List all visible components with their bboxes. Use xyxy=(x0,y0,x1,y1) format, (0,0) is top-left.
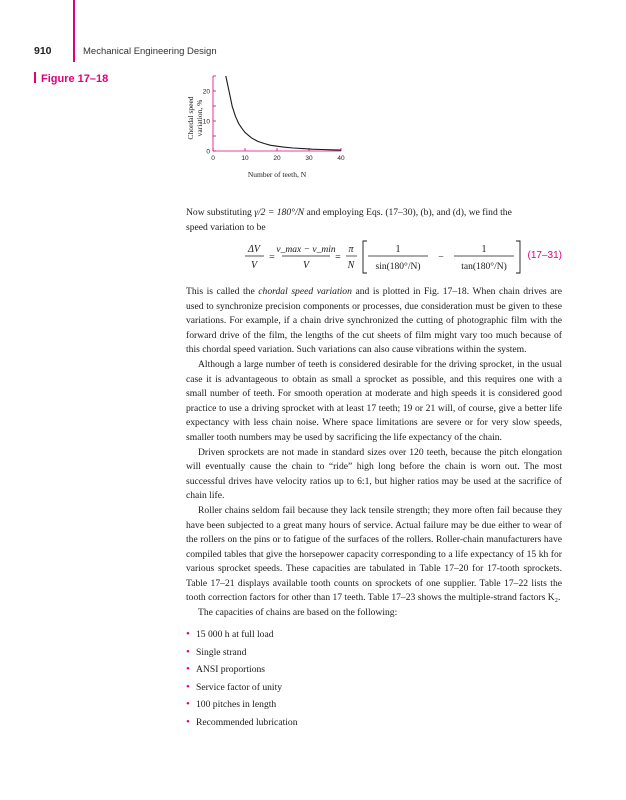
paragraph-1-pre: This is called the xyxy=(186,286,259,297)
chart-ylabel-line2: variation, % xyxy=(195,99,204,137)
chart-y-tick-label: 20 xyxy=(202,88,210,96)
chart-x-tick-label: 10 xyxy=(241,155,249,162)
paragraph-4: Roller chains seldom fail because they lack tensile strength; they more often fail because they have been subjected to a great many hours of service. Actual failure may be due either to wear of the rollers on the pins or to fatigue of the surfaces of the rollers. Roller-chain manufacturers have compiled tables that give the horsepower capacity corresponding to a life expectancy of 15 kh for various sprocket speeds. These capacities are tabulated in Table 17–20 for 17-tooth sprockets. Table 17–21 displays available tooth counts on sprockets of one supplier. Table 17–22 lists the tooth correction factors for other than 17 teeth. Table 17–23 shows the multiple-strand factors K₂. xyxy=(186,504,562,604)
list-item: • Service factor of unity xyxy=(186,682,486,700)
eq-pi: π xyxy=(348,244,354,255)
figure-label xyxy=(34,72,108,85)
page-number: 910 xyxy=(34,45,52,57)
eq-lhs-den: V xyxy=(250,260,258,271)
intro-line-1 xyxy=(186,206,562,221)
list-item: • Recommended lubrication xyxy=(186,717,486,735)
paragraph-1-post: and is plotted in Fig. 17–18. When chain drives are used to synchronize precision components or processes, due consideration must be given to these variations. For example, if a chain drive synchronized the cutting of photographic film with the forward drive of the film, the lengths of the cut sheets of film might vary too much because of this chordal speed variation. Such variations can also cause vibrations within the system. xyxy=(186,286,562,356)
paragraph-3: Driven sprockets are not made in standard sizes over 120 teeth, because the pitch elongation will eventually cause the chain to “ride” high long before the chain is worn out. The most successful drives have velocity ratios up to 6:1, but higher ratios may be used at the sacrifice of chain life. xyxy=(186,446,562,502)
figure-label-text: Figure 17–18 xyxy=(41,73,109,85)
paragraph-1-emphasis: chordal speed variation xyxy=(258,286,352,297)
chart-x-tick-label: 30 xyxy=(305,155,313,162)
chart-y-tick-label: 10 xyxy=(202,118,210,126)
eq-lhs-num: ΔV xyxy=(248,244,260,255)
intro-line-2: speed variation to be xyxy=(186,221,266,233)
chart-series-line xyxy=(226,76,341,150)
chart-y-tick-label: 0 xyxy=(206,148,210,156)
running-head: Mechanical Engineering Design xyxy=(83,46,217,57)
body-text xyxy=(186,285,562,621)
eq-N: N xyxy=(347,260,355,271)
capacity-basis-list xyxy=(186,629,486,734)
eq-bracket-left xyxy=(363,241,367,273)
paragraph-5: The capacities of chains are based on the following: xyxy=(198,607,398,619)
chart-xlabel: Number of teeth, N xyxy=(247,170,307,179)
eq-equals-1: = xyxy=(269,252,275,263)
eq-equals-2: = xyxy=(335,252,341,263)
equation-graphic xyxy=(186,240,562,276)
paragraph-2: Although a large number of teeth is considered desirable for the driving sprocket, in the usual case it is advantageous to obtain as small a sprocket as possible, and this requires one with a small number of teeth. For smooth operation at moderate and high speeds it is considered good practice to use a driving sprocket with at least 17 teeth; 19 or 21 will, of course, give a better life expectancy with less chain noise. Where space limitations are severe or for very slow speeds, smaller tooth numbers may be used by sacrificing the life expectancy of the chain. xyxy=(186,358,562,443)
chordal-speed-chart xyxy=(180,72,360,182)
paragraph-1 xyxy=(186,285,562,358)
list-item: • 100 pitches in length xyxy=(186,699,486,717)
list-item: • Single strand xyxy=(186,647,486,665)
header-rule xyxy=(73,0,75,62)
figure-label-bar xyxy=(34,72,36,83)
intro-line-1-pre: Now substituting xyxy=(186,207,255,218)
eq-mid-den: V xyxy=(302,260,310,271)
intro-line-1-math: γ/2 = 180°/N xyxy=(254,207,305,218)
eq-den-b: tan(180°/N) xyxy=(461,262,507,272)
eq-minus: − xyxy=(438,252,444,263)
chart-x-tick-label: 40 xyxy=(337,155,345,162)
chart-ylabel-line1: Chordal speed xyxy=(186,96,195,140)
intro-line-1-post: and employing Eqs. (17–30), (b), and (d), we find the xyxy=(304,207,512,218)
eq-bracket-right xyxy=(516,241,520,273)
list-item: • ANSI proportions xyxy=(186,664,486,682)
intro-text xyxy=(186,206,562,235)
chart-x-tick-label: 20 xyxy=(273,155,281,162)
equation-number: (17–31) xyxy=(527,250,562,261)
eq-one-b: 1 xyxy=(481,244,487,255)
list-item: • 15 000 h at full load xyxy=(186,629,486,647)
chart-x-tick-label: 0 xyxy=(211,155,215,162)
eq-one-a: 1 xyxy=(395,244,401,255)
eq-mid-num: v_max − v_min xyxy=(276,245,336,255)
eq-den-a: sin(180°/N) xyxy=(375,262,421,272)
equation-17-31 xyxy=(186,240,562,276)
